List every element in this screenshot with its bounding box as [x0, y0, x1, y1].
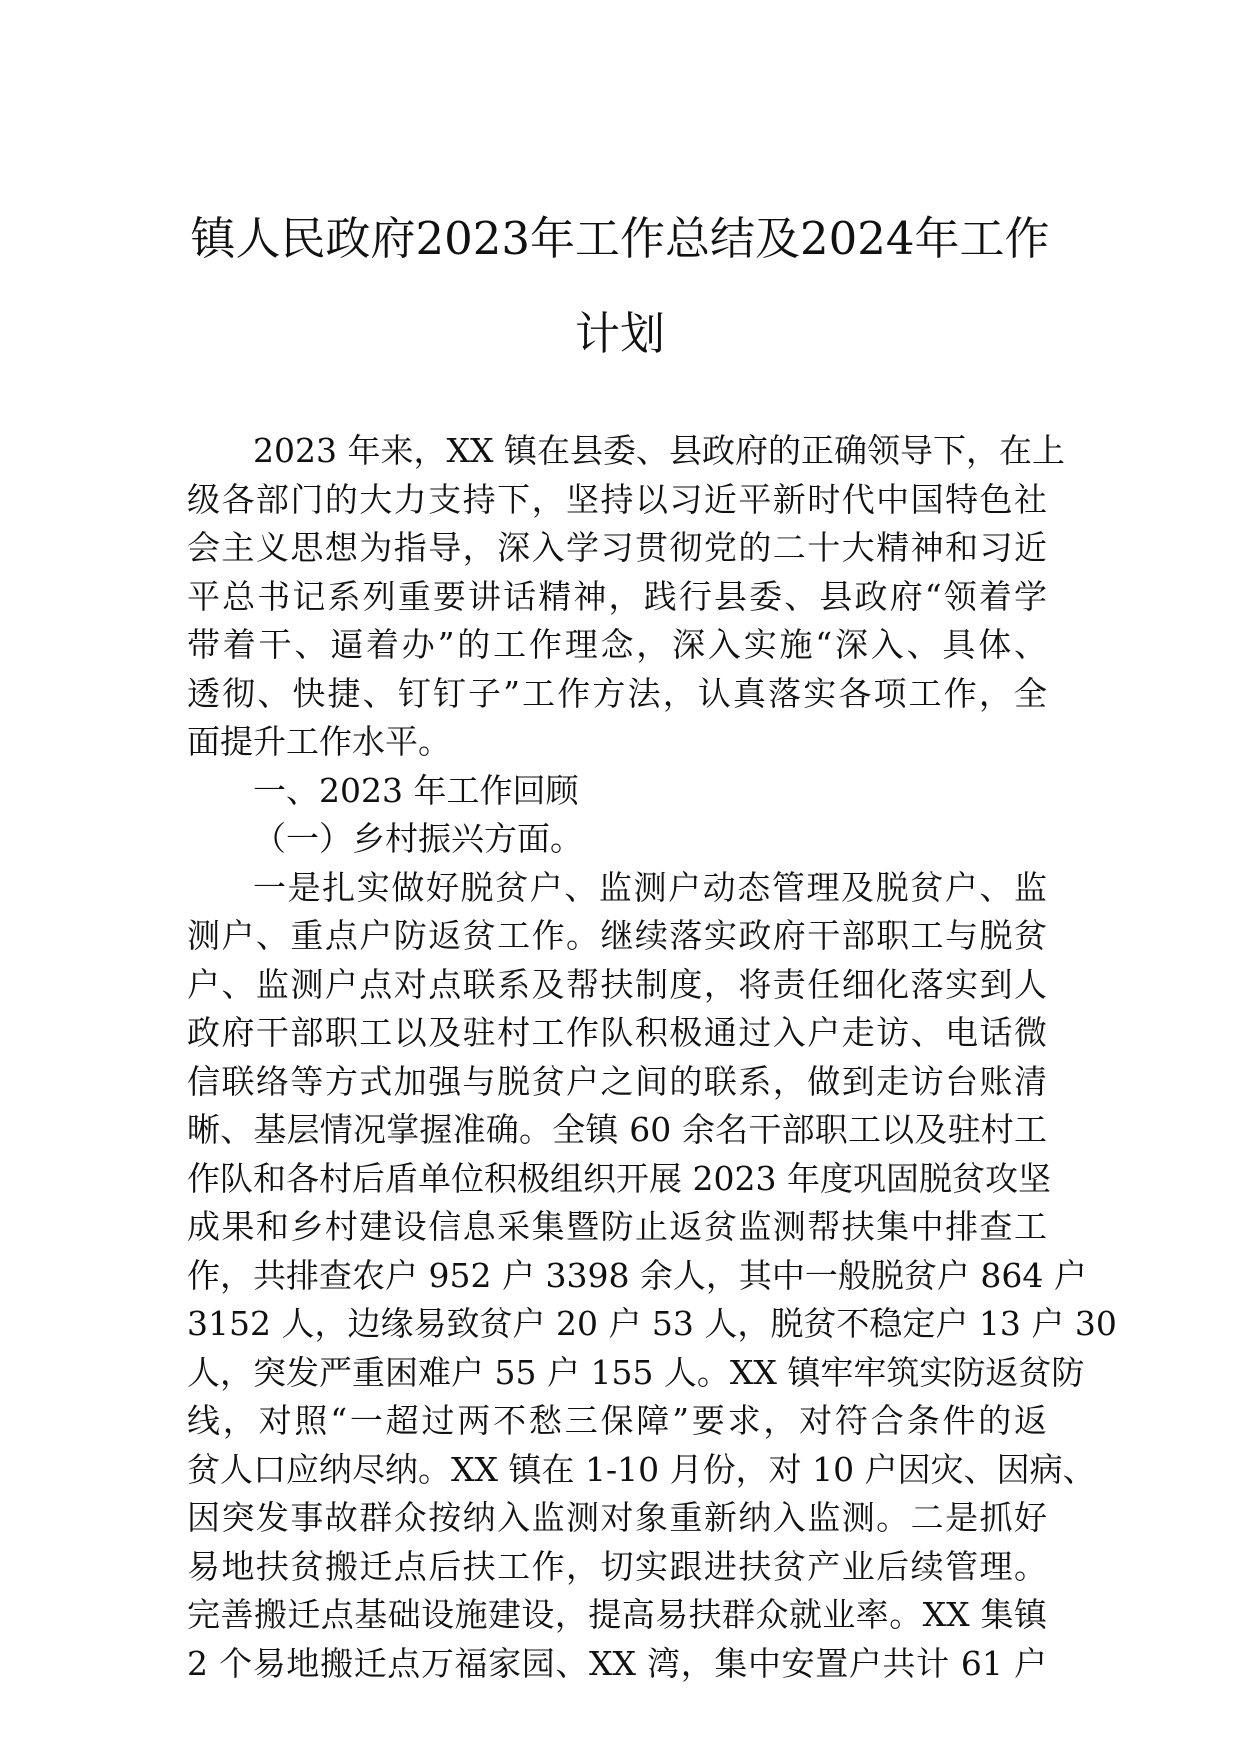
paragraph-line: 完善搬迁点基础设施建设，提高易扶群众就业率。XX 集镇 [187, 1595, 1047, 1634]
paragraph-line: 政府干部职工以及驻村工作队积极通过入户走访、电话微 [187, 1013, 1047, 1052]
paragraph-line: 面提升工作水平。 [187, 722, 451, 761]
document-title-line-2: 计划 [574, 307, 665, 360]
paragraph-line: 透彻、快捷、钉钉子”工作方法，认真落实各项工作，全 [187, 673, 1047, 713]
paragraph-line: 易地扶贫搬迁点后扶工作，切实跟进扶贫产业后续管理。 [187, 1546, 1047, 1586]
paragraph-line: 平总书记系列重要讲话精神，践行县委、县政府“领着学 [187, 576, 1047, 616]
paragraph-line: 测户、重点户防返贫工作。继续落实政府干部职工与脱贫 [187, 916, 1047, 955]
paragraph-line: 作队和各村后盾单位积极组织开展 2023 年度巩固脱贫攻坚 [187, 1158, 1051, 1198]
paragraph-line: 一是扎实做好脱贫户、监测户动态管理及脱贫户、监 [253, 867, 1047, 907]
paragraph-line: 人，突发严重困难户 55 户 155 人。XX 镇牢牢筑实防返贫防 [187, 1352, 1085, 1392]
paragraph-line: 带着干、逼着办”的工作理念，深入实施“深入、具体、 [187, 625, 1047, 664]
paragraph-line: 2 个易地搬迁点万福家园、XX 湾，集中安置户共计 61 户 [187, 1643, 1047, 1683]
paragraph-line: 贫人口应纳尽纳。XX 镇在 1-10 月份，对 10 户因灾、因病、 [187, 1449, 1096, 1489]
paragraph-line: 作，共排查农户 952 户 3398 余人，其中一般脱贫户 864 户 [187, 1255, 1087, 1295]
paragraph-line: 3152 人，边缘易致贫户 20 户 53 人，脱贫不稳定户 13 户 30 [187, 1304, 1117, 1343]
paragraph-line: 信联络等方式加强与脱贫户之间的联系，做到走访台账清 [187, 1061, 1047, 1101]
paragraph-line: 成果和乡村建设信息采集暨防止返贫监测帮扶集中排查工 [187, 1207, 1047, 1246]
subsection-heading: （一）乡村振兴方面。 [253, 819, 583, 858]
paragraph-line: 会主义思想为指导，深入学习贯彻党的二十大精神和习近 [187, 528, 1047, 567]
paragraph-line: 晰、基层情况掌握准确。全镇 60 余名干部职工以及驻村工 [187, 1110, 1047, 1149]
paragraph-line: 2023 年来，XX 镇在县委、县政府的正确领导下，在上 [253, 431, 1065, 470]
paragraph-line: 线，对照“一超过两不愁三保障”要求，对符合条件的返 [187, 1401, 1047, 1440]
section-heading: 一、2023 年工作回顾 [253, 770, 579, 810]
paragraph-line: 因突发事故群众按纳入监测对象重新纳入监测。二是抓好 [187, 1498, 1047, 1537]
document-body [187, 427, 1117, 1688]
document-title-line-1: 镇人民政府2023年工作总结及2024年工作 [190, 212, 1050, 265]
paragraph-line: 户、监测户点对点联系及帮扶制度，将责任细化落实到人 [187, 964, 1047, 1004]
paragraph-line: 级各部门的大力支持下，坚持以习近平新时代中国特色社 [187, 479, 1047, 519]
